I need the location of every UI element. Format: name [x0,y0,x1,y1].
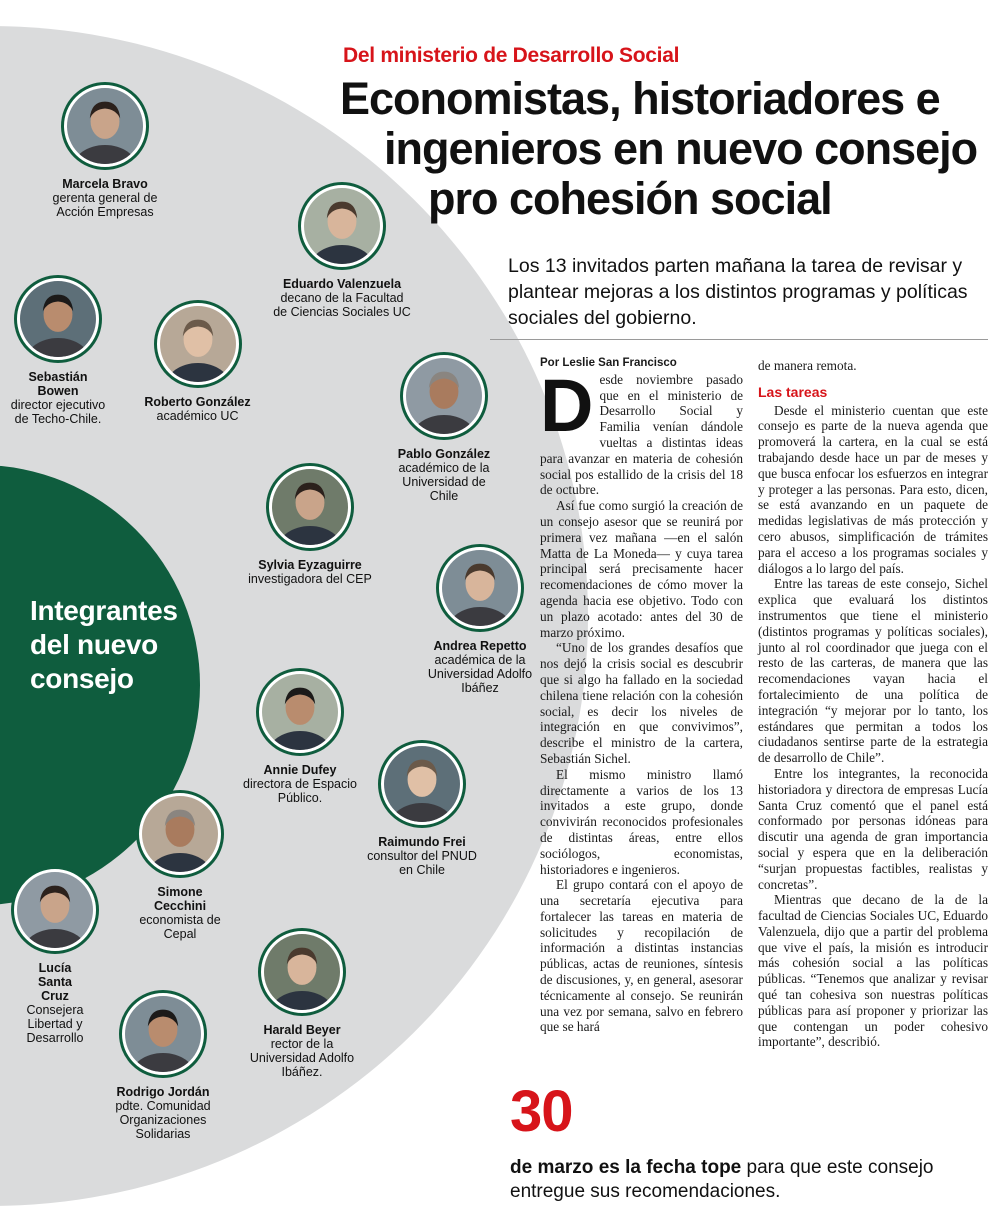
byline: Por Leslie San Francisco [540,357,677,369]
paragraph: “Uno de los grandes desafíos que nos dejó la crisis social es descubrir que si algo ha fallado en la sociedad chilena tiene relación con la cohesión social, es decir los niveles de integración en que convivimos”, describe el ministro de la cartera, Sebastián Sichel. [540,640,743,766]
member-photo [61,82,149,170]
highlight-caption-rest: para que este consejo entregue sus recomendaciones. [510,1157,934,1202]
member-photo [154,300,242,388]
member-card [245,668,355,805]
member-name: Raimundo Frei [378,835,466,849]
member-photo [136,790,224,878]
member-card [240,463,380,586]
member-role: director ejecutivo de Techo-Chile. [10,398,106,426]
member-name: Roberto González [144,395,251,409]
portrait-photo [406,358,482,434]
headline-line-3: pro cohesión social [428,173,832,224]
member-role: académico de la Universidad de Chile [398,461,490,503]
highlight-caption [510,1156,990,1204]
paragraph: Desde el ministerio cuentan que este consejo es parte de la nueva agenda que promoverá la cartera, en la cual se está trabajando desde hace un par de meses y que busca enfocar los esfuerzos en integrar y proteger a las personas. Para esto, dicen, se está avanzando en un paquete de medidas legislativas de más protección y cero abusos, simplificación de trámites para el acceso a los programas sociales y diálogos a lo largo del país. [758,402,988,576]
member-photo [256,668,344,756]
member-role: pdte. Comunidad Organizaciones Solidarias [115,1099,211,1141]
portrait-photo [262,674,338,750]
member-card [50,82,160,219]
member-photo [11,866,99,954]
portrait-photo [20,281,96,357]
member-role: gerenta general de Acción Empresas [52,191,158,219]
member-role: consultor del PNUD en Chile [367,849,477,877]
panel-title: Integrantes del nuevo consejo [30,595,178,694]
member-role: académica de la Universidad Adolfo Ibáñez [427,653,533,695]
paragraph: Entre los integrantes, la reconocida historiadora y directora de empresas Lucía Santa Cruz comentó que el panel está conformado por personas idóneas para discutir una agenda de gran importancia social y espera que en la deliberación “surjan propuestas factibles, realistas y concretas”. [758,765,988,892]
member-photo [436,544,524,632]
paragraph-text: esde noviembre pasado que en el ministerio de Desarrollo Social y Familia venían dándole vueltas a distintas ideas para avanzar en materia de cohesión social pos estallido de la crisis del 18 de octubre. [540,371,743,498]
member-photo [14,275,102,363]
member-name: Harald Beyer [263,1023,341,1037]
member-photo [266,463,354,551]
member-role: directora de Espacio Público. [243,777,357,805]
member-name: Sylvia Eyzaguirre [258,558,362,572]
member-card [10,275,106,426]
member-card [416,544,544,695]
member-role: Consejera Libertad y Desarrollo [26,1003,84,1045]
lede: Los 13 invitados parten mañana la tarea de revisar y plantear mejoras a los distintos programas y políticas sociales del gobierno. [508,255,968,329]
member-card [104,990,222,1141]
member-name: Eduardo Valenzuela [282,277,402,291]
headline [340,74,1000,224]
portrait-photo [67,88,143,164]
article-column-1 [540,356,743,1035]
portrait-photo [160,306,236,382]
highlight-number: 30 [510,1079,573,1144]
divider [490,339,988,340]
paragraph: Mientras que decano de la de la facultad de Ciencias Sociales UC, Eduardo Valenzuela, dijo que a partir del problema que vive el país, la misión es introducir más cohesión social a las políticas públicas. “Tenemos que analizar y revisar qué tan cohesiva son nuestras políticas públicas para así proponer y priorizar las que contengan un poder cohesivo importante”, describió. [758,892,988,1050]
kicker: Del ministerio de Desarrollo Social [343,44,680,67]
member-card [366,740,478,877]
member-card [128,790,232,941]
member-role: decano de la Facultad de Ciencias Sociales UC [273,291,411,319]
subhead: Las tareas [758,383,828,400]
member-photo [119,990,207,1078]
article-column-2 [758,358,988,1050]
paragraph: El grupo contará con el apoyo de una secretaría ejecutiva para fortalecer las tareas en materia de solicitudes y recopilación de información a distintas instancias públicas, actas de reuniones, síntesis de discusiones, y, en general, asesorar técnicamente al consejo. Se reunirán una vez por semana, salvo en febrero que se hará [540,877,743,1035]
member-name: Lucía Santa Cruz [37,961,73,1003]
member-card [140,300,255,423]
member-name: Marcela Bravo [62,177,148,191]
member-name: Rodrigo Jordán [116,1085,210,1099]
member-name: Simone Cecchini [153,885,207,913]
member-name: Sebastián Bowen [28,370,88,398]
paragraph: Así fue como surgió la creación de un consejo asesor que se reunirá por primera vez mañana —en el salón Matta de La Moneda— y cuya tarea principal será precisamente hacer recomendaciones de cómo mover la agenda hacia ese objetivo. Todo con un plazo acotado: antes del 30 de marzo próximo. [540,498,743,640]
member-card [244,928,360,1079]
portrait-photo [264,934,340,1010]
member-photo [298,182,386,270]
member-photo [400,352,488,440]
portrait-photo [17,872,93,948]
portrait-photo [125,996,201,1072]
portrait-photo [304,188,380,264]
highlight-caption-bold: de marzo es la fecha tope [510,1157,742,1178]
headline-line-2: ingenieros en nuevo consejo [384,123,978,174]
member-role: rector de la Universidad Adolfo Ibáñez. [249,1037,355,1079]
portrait-photo [272,469,348,545]
paragraph: Entre las tareas de este consejo, Sichel explica que evaluará los distintos instrumentos que tiene el ministerio (distintos programas y políticas sociales), junto al rol coordinador que juega con el resto de las carteras, de manera que las recomendaciones vayan hacia el fortalecimiento de una política de integración “y mejorar por lo tanto, los estándares que permitan a todos los ciudadanos sentirse parte de la estrategia de desarrollo de Chile”. [758,576,988,766]
paragraph: El mismo ministro llamó directamente a varios de los 13 invitados a este grupo, donde convivirán reconocidos profesionales de distintas áreas, entre ellos sociólogos, economistas, historiadores e ingenieros. [540,766,743,877]
portrait-photo [442,550,518,626]
headline-line-1: Economistas, historiadores e [340,73,940,124]
member-name: Annie Dufey [263,763,337,777]
member-card [388,352,500,503]
member-card [272,182,412,319]
member-role: economista de Cepal [139,913,221,941]
member-role: investigadora del CEP [248,572,372,586]
member-name: Andrea Repetto [433,639,527,653]
drop-cap: D [540,363,594,447]
member-name: Pablo González [397,447,491,461]
member-photo [378,740,466,828]
member-card [8,866,102,1045]
member-role: académico UC [156,409,239,423]
portrait-photo [384,746,460,822]
portrait-photo [142,796,218,872]
member-photo [258,928,346,1016]
paragraph: de manera remota. [758,358,857,373]
